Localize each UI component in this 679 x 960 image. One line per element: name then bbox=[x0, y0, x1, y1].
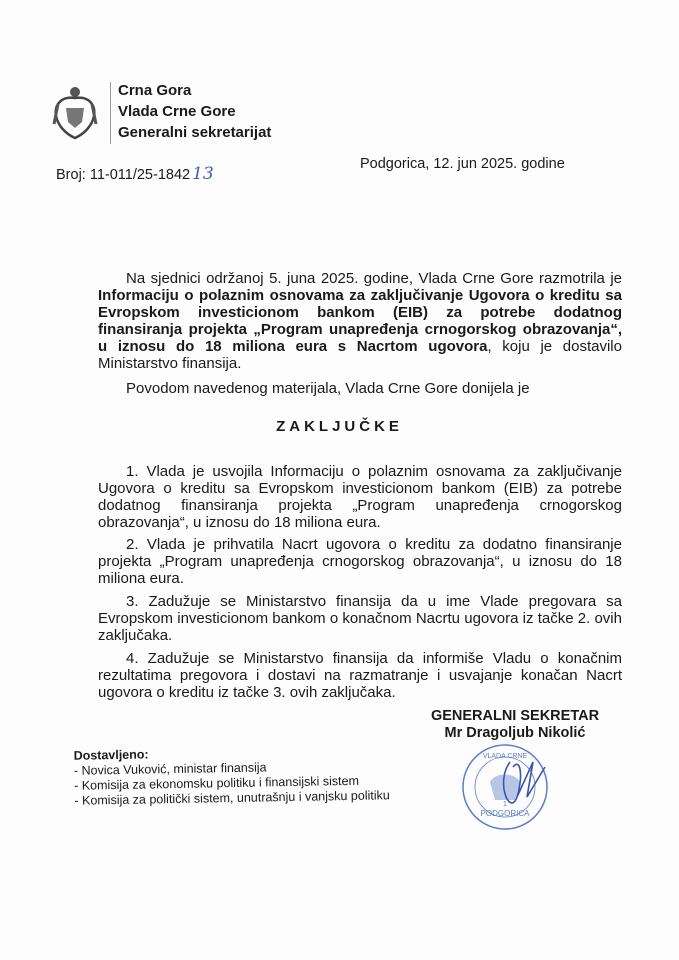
svg-text:PODGORICA: PODGORICA bbox=[480, 809, 530, 818]
conclusion-2: 2. Vlada je prihvatila Nacrt ugovora o kreditu za dodatno finansiranje projekta „Program unapređenja crnogorskog obrazovanja“, u iznosu do 18 miliona eura. bbox=[98, 536, 622, 587]
official-seal-stamp bbox=[455, 742, 565, 837]
coat-of-arms-icon bbox=[52, 84, 98, 142]
document-date: Podgorica, 12. jun 2025. godine bbox=[360, 156, 565, 172]
signature-block bbox=[410, 708, 620, 742]
distribution-item: - Komisija za ekonomsku politiku i finansijski sistem bbox=[74, 773, 360, 793]
letterhead-office: Generalni sekretarijat bbox=[118, 124, 272, 141]
letterhead-government: Vlada Crne Gore bbox=[118, 103, 236, 120]
conclusion-4: 4. Zadužuje se Ministarstvo finansija da informiše Vladu o konačnim rezultatima pregovora i dostavi na razmatranje i usvajanje konačan Nacrt ugovora o kreditu iz tačke 3. ovih zaključaka. bbox=[98, 650, 622, 701]
distribution-item: - Novica Vuković, ministar finansija bbox=[73, 760, 267, 778]
svg-text:VLADA CRNE: VLADA CRNE bbox=[482, 753, 528, 760]
header-divider bbox=[110, 82, 111, 144]
distribution-list bbox=[74, 743, 390, 808]
reference-label: Broj: 11-011/25-1842 bbox=[56, 167, 191, 183]
svg-text:1: 1 bbox=[503, 801, 507, 808]
conclusion-1: 1. Vlada je usvojila Informaciju o polaznim osnovama za zaključivanje Ugovora o kreditu sa Evropskom investicionom bankom (EIB) za potrebe dodatnog finansiranja projekta „Program unapređenja crnogorskog obrazovanja“, u iznosu do 18 miliona eura. bbox=[98, 463, 622, 531]
reference-number bbox=[56, 164, 214, 184]
distribution-label: Dostavljeno: bbox=[73, 747, 149, 763]
distribution-item: - Komisija za politički sistem, unutrašnju i vanjsku politiku bbox=[74, 788, 390, 808]
letterhead-country: Crna Gora bbox=[118, 82, 192, 99]
conclusions-title: ZAKLJUČKE bbox=[276, 418, 403, 435]
intro-paragraph bbox=[98, 270, 622, 372]
conclusion-3: 3. Zadužuje se Ministarstvo finansija da u ime Vlade pregovara sa Evropskom investicionom bankom o konačnom Nacrtu ugovora iz tačke 2. ovih zaključaka. bbox=[98, 593, 622, 644]
signatory-title: GENERALNI SEKRETAR bbox=[430, 708, 600, 724]
signatory-name: Mr Dragoljub Nikolić bbox=[444, 725, 586, 741]
intro-text-end: , koju je dostavilo Ministarstvo finansija. bbox=[98, 338, 622, 372]
intro-bold-subject: Informaciju o polaznim osnovama za zaključivanje Ugovora o kreditu sa Evropskom investicionom bankom (EIB) za potrebe dodatnog finansiranja projekta „Program unapređenja crnogorskog obrazovanja“, u iznosu do 18 miliona eura s Nacrtom ugovora bbox=[98, 287, 622, 355]
intro-paragraph-2: Povodom navedenog materijala, Vlada Crne Gore donijela je bbox=[126, 380, 530, 397]
handwritten-number: 13 bbox=[192, 164, 214, 184]
intro-text: Na sjednici održanoj 5. juna 2025. godine, Vlada Crne Gore razmotrila je bbox=[126, 270, 622, 287]
letterhead bbox=[118, 80, 271, 143]
